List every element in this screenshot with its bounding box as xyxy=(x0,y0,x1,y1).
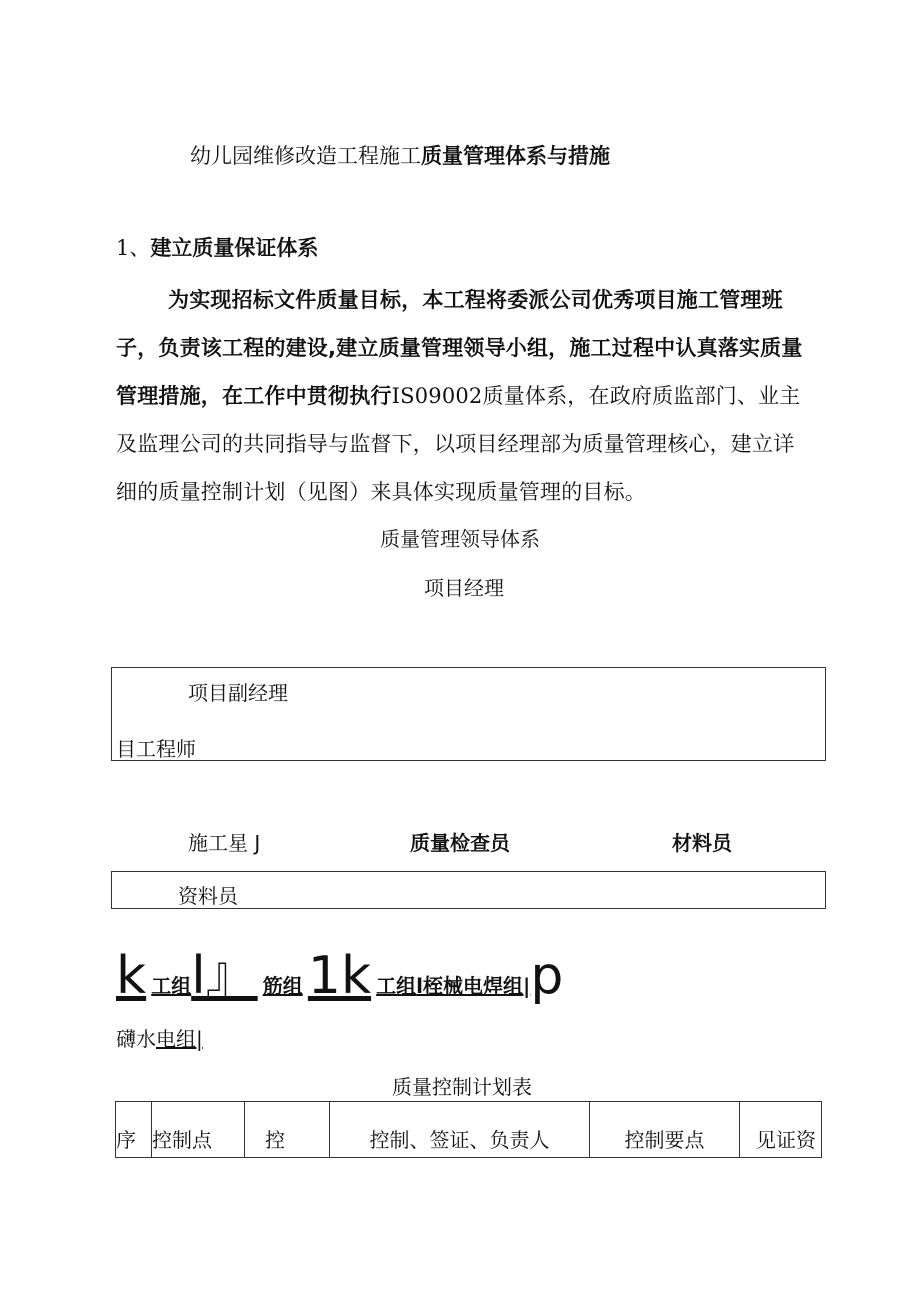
org-doc-clerk: 资料员 xyxy=(178,884,238,908)
paragraph-line-1: 为实现招标文件质量目标，本工程将委派公司优秀项目施工管理班 xyxy=(168,288,783,312)
table-header-cell: 控制点 xyxy=(152,1102,245,1158)
org-project-manager: 项目经理 xyxy=(424,576,504,600)
crew-glyph-1k: 1k xyxy=(307,946,372,1006)
org-crew-line xyxy=(116,946,564,1010)
control-table xyxy=(115,1101,822,1158)
control-table-title: 质量控制计划表 xyxy=(392,1075,532,1099)
crew-separator: l』 xyxy=(191,946,258,1006)
paragraph-line-2: 子，负责该工程的建设,建立质量管理领导小组，施工过程中认真落实质量 xyxy=(116,336,803,360)
crew-glyph-k: k xyxy=(116,946,147,1006)
water-prefix: 礴水 xyxy=(116,1027,156,1051)
org-chart-title: 质量管理领导体系 xyxy=(380,527,540,551)
water-group: 电组| xyxy=(156,1027,203,1051)
paragraph-line-3-code: IS09002 xyxy=(391,384,483,408)
table-header-cell: 控 xyxy=(245,1102,330,1158)
crew-group-3: 工组 xyxy=(376,974,417,998)
section-number: 1、 xyxy=(116,236,151,260)
table-header-cell: 控制要点 xyxy=(590,1102,740,1158)
paragraph-line-4: 及监理公司的共同指导与监督下，以项目经理部为质量管理核心，建立详 xyxy=(116,432,795,456)
crew-glyph-p: p xyxy=(530,946,564,1006)
table-header-row xyxy=(116,1102,822,1158)
table-header-cell: 见证资 xyxy=(740,1102,822,1158)
org-role-construction: 施工星 J xyxy=(188,831,261,855)
table-header-cell: 序 xyxy=(116,1102,152,1158)
crew-group-1: 工组 xyxy=(151,974,192,998)
section-heading-1 xyxy=(116,232,318,262)
paragraph-line-3 xyxy=(116,380,801,410)
title-subject: 质量管理体系与措施 xyxy=(421,144,610,168)
paragraph-line-5: 细的质量控制计划（见图）来具体实现质量管理的目标。 xyxy=(116,480,646,504)
crew-group-rebar: 筋组 xyxy=(262,974,303,998)
org-role-quality-inspector: 质量检查员 xyxy=(410,831,510,855)
paragraph-line-3-bold: 管理措施，在工作中贯彻执行 xyxy=(116,384,392,408)
org-deputy-manager: 项目副经理 xyxy=(188,681,288,705)
table-header-cell: 控制、签证、负责人 xyxy=(330,1102,590,1158)
title-project-name: 幼儿园维修改造工程施工 xyxy=(190,144,421,168)
org-role-materials: 材料员 xyxy=(672,831,732,855)
document-title xyxy=(190,140,610,170)
crew-group-welding: l桎械电焊组| xyxy=(416,974,531,998)
section-title: 建立质量保证体系 xyxy=(150,236,319,260)
paragraph-line-3-rest: 质量体系，在政府质监部门、业主 xyxy=(482,384,801,408)
org-engineer: 目工程师 xyxy=(116,737,196,761)
org-water-electric xyxy=(116,1023,203,1052)
